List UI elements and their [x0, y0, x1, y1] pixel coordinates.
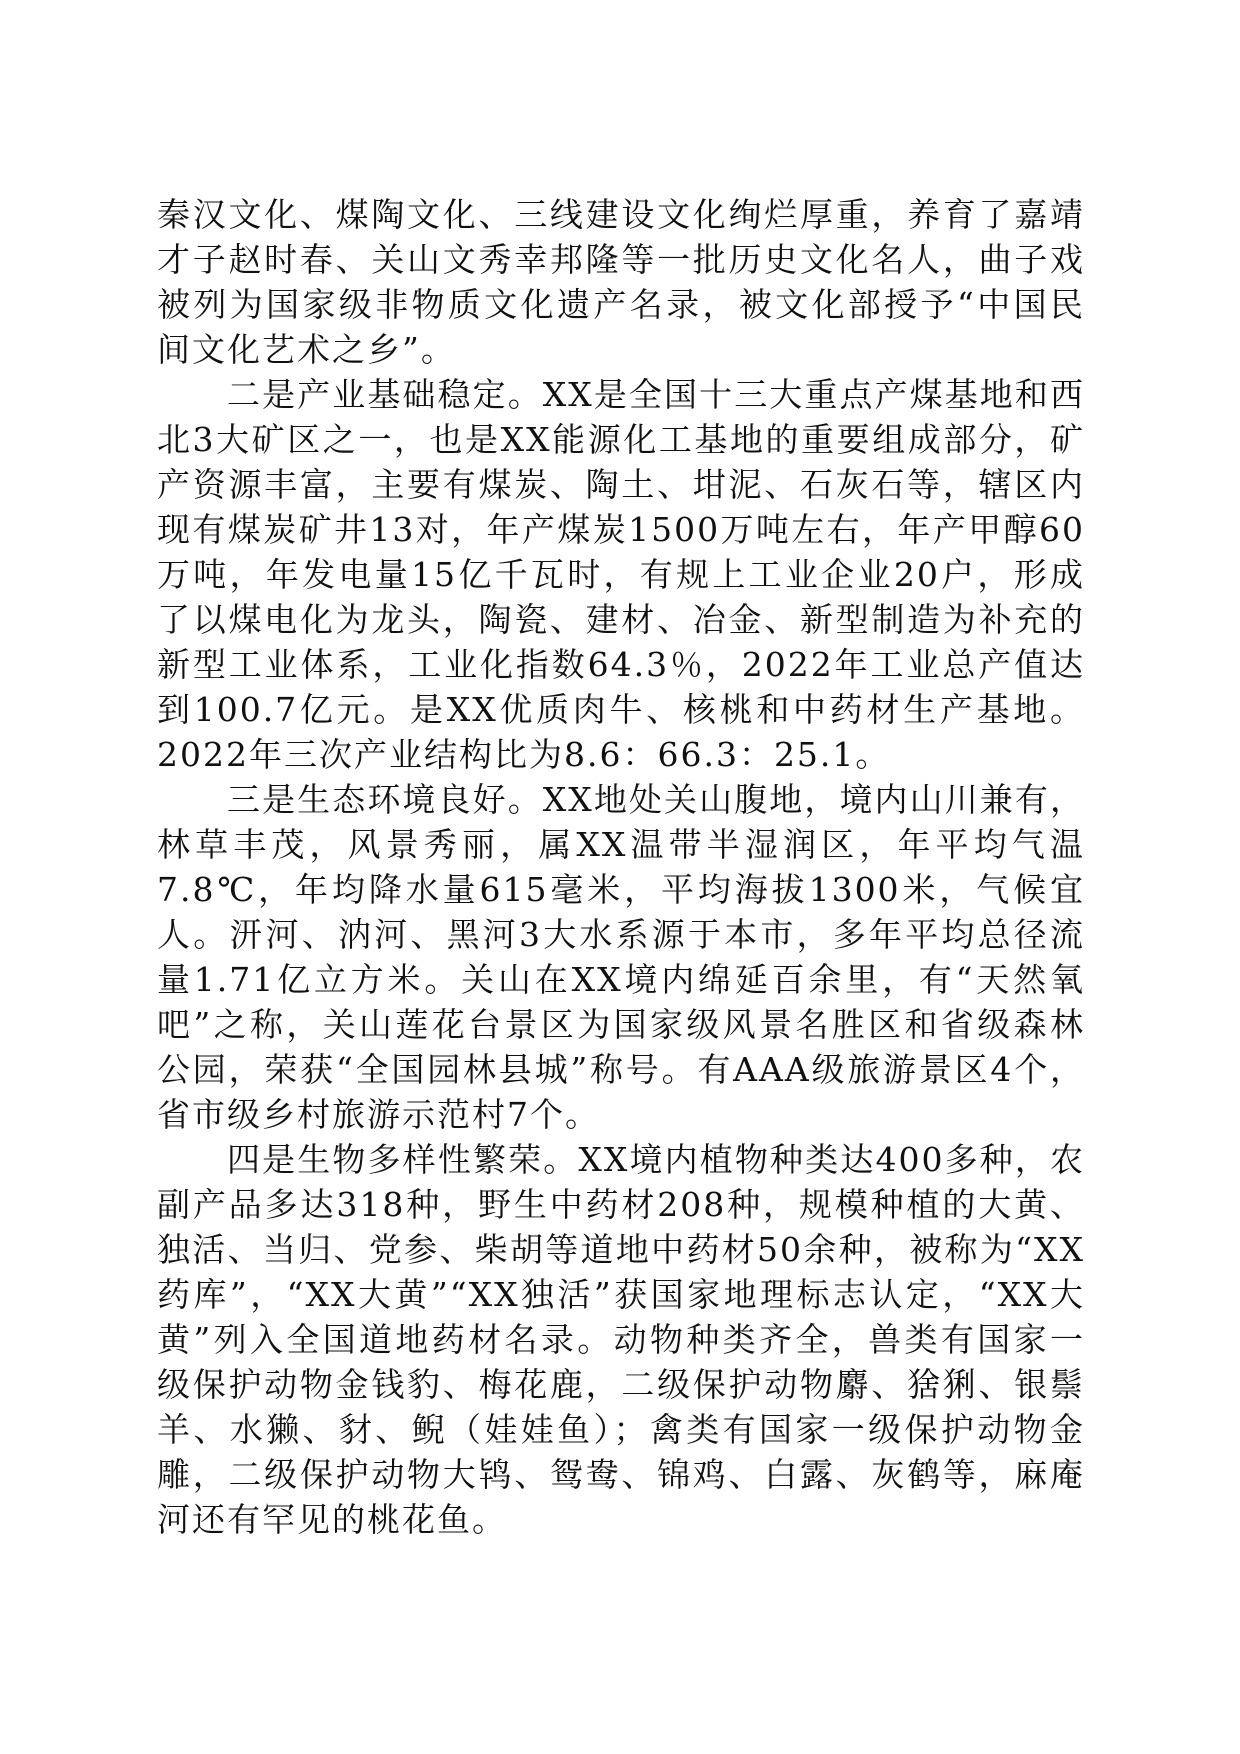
paragraph-biodiversity: 四是生物多样性繁荣。XX境内植物种类达400多种，农副产品多达318种，野生中药材208种，规模种植的大黄、独活、当归、党参、柴胡等道地中药材50余种，被称为“XX药库”，“XX大黄”“XX独活”获国家地理标志认定，“XX大黄”列入全国道地药材名录。动物种类齐全，兽类有国家一级保护动物金钱豹、梅花鹿，二级保护动物麝、猞猁、银鬃羊、水獭、豺、鲵（娃娃鱼）；禽类有国家一级保护动物金雕，二级保护动物大鸨、鸳鸯、锦鸡、白露、灰鹤等，麻庵河还有罕见的桃花鱼。 — [157, 1140, 1085, 1539]
paragraph-ecology: 三是生态环境良好。XX地处关山腹地，境内山川兼有，林草丰茂，风景秀丽，属XX温带半湿润区，年平均气温7.8℃，年均降水量615毫米，平均海拔1300米，气候宜人。汧河、汭河、黑河3大水系源于本市，多年平均总径流量1.71亿立方米。关山在XX境内绵延百余里，有“天然氧吧”之称，关山莲花台景区为国家级风景名胜区和省级森林公园，荣获“全国园林县城”称号。有AAA级旅游景区4个，省市级乡村旅游示范村7个。 — [157, 780, 1085, 1134]
paragraph-culture: 秦汉文化、煤陶文化、三线建设文化绚烂厚重，养育了嘉靖才子赵时春、关山文秀幸邦隆等一批历史文化名人，曲子戏被列为国家级非物质文化遗产名录，被文化部授予“中国民间文化艺术之乡”。 — [157, 195, 1085, 369]
paragraph-industry: 二是产业基础稳定。XX是全国十三大重点产煤基地和西北3大矿区之一，也是XX能源化工基地的重要组成部分，矿产资源丰富，主要有煤炭、陶土、坩泥、石灰石等，辖区内现有煤炭矿井13对，年产煤炭1500万吨左右，年产甲醇60万吨，年发电量15亿千瓦时，有规上工业企业20户，形成了以煤电化为龙头，陶瓷、建材、冶金、新型制造为补充的新型工业体系，工业化指数64.3％，2022年工业总产值达到100.7亿元。是XX优质肉牛、核桃和中药材生产基地。2022年三次产业结构比为8.6：66.3：25.1。 — [157, 375, 1085, 774]
document-page — [157, 192, 1085, 1542]
